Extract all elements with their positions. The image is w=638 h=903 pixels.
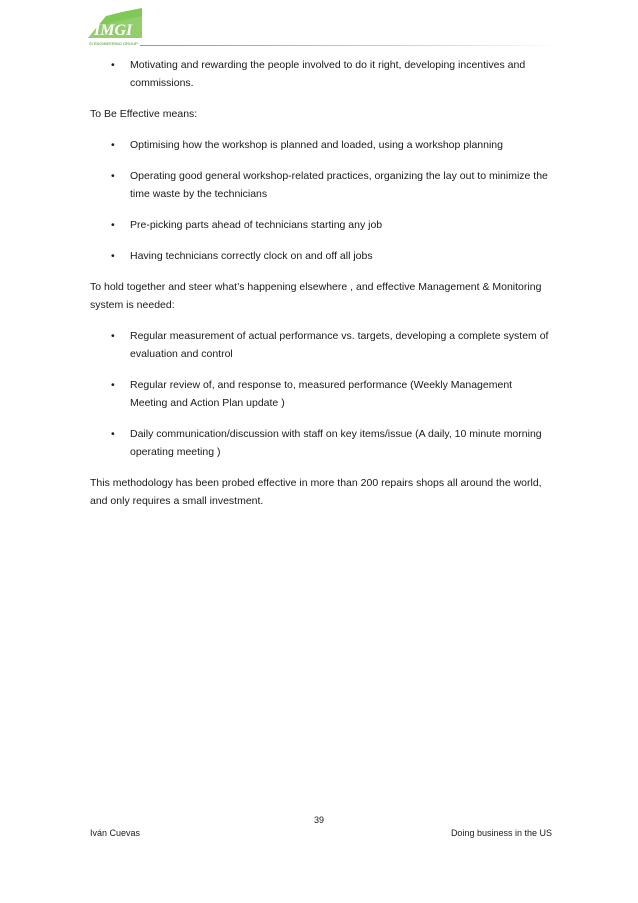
list-item (90, 56, 550, 92)
bullet-text: Having technicians correctly clock on and off all jobs (130, 250, 373, 262)
closing-paragraph: This methodology has been probed effective in more than 200 repairs shops all around the world, and only requires a small investment. (90, 477, 542, 507)
bullet-text: Motivating and rewarding the people involved to do it right, developing incentives and commissions. (130, 59, 526, 89)
page-number: 39 (313, 815, 324, 825)
footer-author: Iván Cuevas (90, 828, 141, 838)
list-item (90, 216, 550, 234)
svg-text:IMGI: IMGI (94, 22, 133, 39)
bullet-icon: • (111, 170, 115, 182)
bullet-icon: • (111, 428, 115, 440)
list-item (90, 136, 550, 154)
footer-title: Doing business in the US (450, 828, 552, 838)
list-item (90, 167, 550, 203)
bullet-icon: • (111, 219, 115, 231)
bullet-text: Pre-picking parts ahead of technicians starting any job (130, 219, 383, 231)
list-item (90, 327, 550, 363)
list-item (90, 376, 550, 412)
bullet-text: Daily communication/discussion with staff on key items/issue (A daily, 10 minute morning operating meeting ) (130, 428, 542, 458)
bullet-text: Regular review of, and response to, measured performance (Weekly Management Meeting and Action Plan update ) (130, 379, 513, 409)
bullet-text: Optimising how the workshop is planned and loaded, using a workshop planning (130, 139, 503, 151)
bullet-icon: • (111, 330, 115, 342)
svg-text:SI ENGINEERING GROUP: SI ENGINEERING GROUP (89, 41, 138, 46)
bullet-icon: • (111, 250, 115, 262)
section-heading: To hold together and steer what’s happening elsewhere , and effective Management & Monitoring system is needed: (90, 281, 542, 311)
bullet-icon: • (111, 59, 115, 71)
bullet-text: Regular measurement of actual performance vs. targets, developing a complete system of evaluation and control (130, 330, 549, 360)
header-rule (140, 45, 560, 46)
bullet-icon: • (111, 139, 115, 151)
imgi-logo (86, 8, 144, 48)
bullet-icon: • (111, 379, 115, 391)
list-item (90, 425, 550, 461)
section-heading: To Be Effective means: (90, 108, 198, 120)
list-item (90, 247, 550, 265)
page-body (90, 56, 550, 523)
bullet-text: Operating good general workshop-related practices, organizing the lay out to minimize the time waste by the technicians (130, 170, 548, 200)
